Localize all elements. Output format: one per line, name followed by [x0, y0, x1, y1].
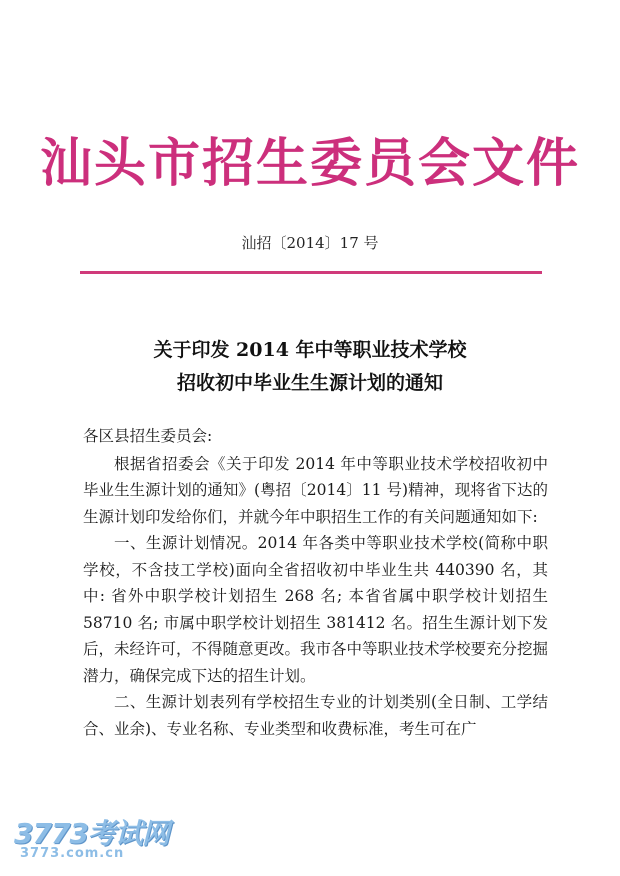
watermark-url: 3773.com.cn — [20, 846, 125, 861]
body-paragraph: 二、生源计划表列有学校招生专业的计划类别(全日制、工学结合、业余)、专业名称、专业类型和收费标准，考生可在广 — [83, 693, 548, 738]
notice-title — [0, 334, 620, 400]
document-body — [83, 423, 548, 742]
watermark-brand: 3773考试网 — [14, 817, 169, 850]
document-number: 汕招〔2014〕17 号 — [241, 234, 379, 252]
notice-title-line-1: 关于印发 2014 年中等职业技术学校 — [153, 339, 467, 361]
site-watermark — [14, 812, 184, 872]
salutation: 各区县招生委员会: — [83, 427, 213, 445]
body-paragraph: 根据省招委会《关于印发 2014 年中等职业技术学校招收初中毕业生生源计划的通知》(粤招〔2014〕11 号)精神，现将省下达的生源计划印发给你们，并就今年中职招生工作的有关问题通知如下: — [83, 454, 548, 526]
document-header-title: 汕头市招生委员会文件 — [39, 133, 580, 194]
body-paragraph: 一、生源计划情况。2014 年各类中等职业技术学校(简称中职学校，不含技工学校)面向全省招收初中毕业生共 440390 名，其中: 省外中职学校计划招生 268 名; 本省省属中职学校计划招生 58710 名; 市属中职学校计划招生 381412 名。招生生源计划下发后，未经许可，不得随意更改。我市各中等职业技术学校要充分挖掘潜力，确保完成下达的招生计划。 — [83, 534, 549, 685]
notice-title-line-2: 招收初中毕业生生源计划的通知 — [176, 372, 443, 394]
red-divider — [80, 271, 542, 274]
